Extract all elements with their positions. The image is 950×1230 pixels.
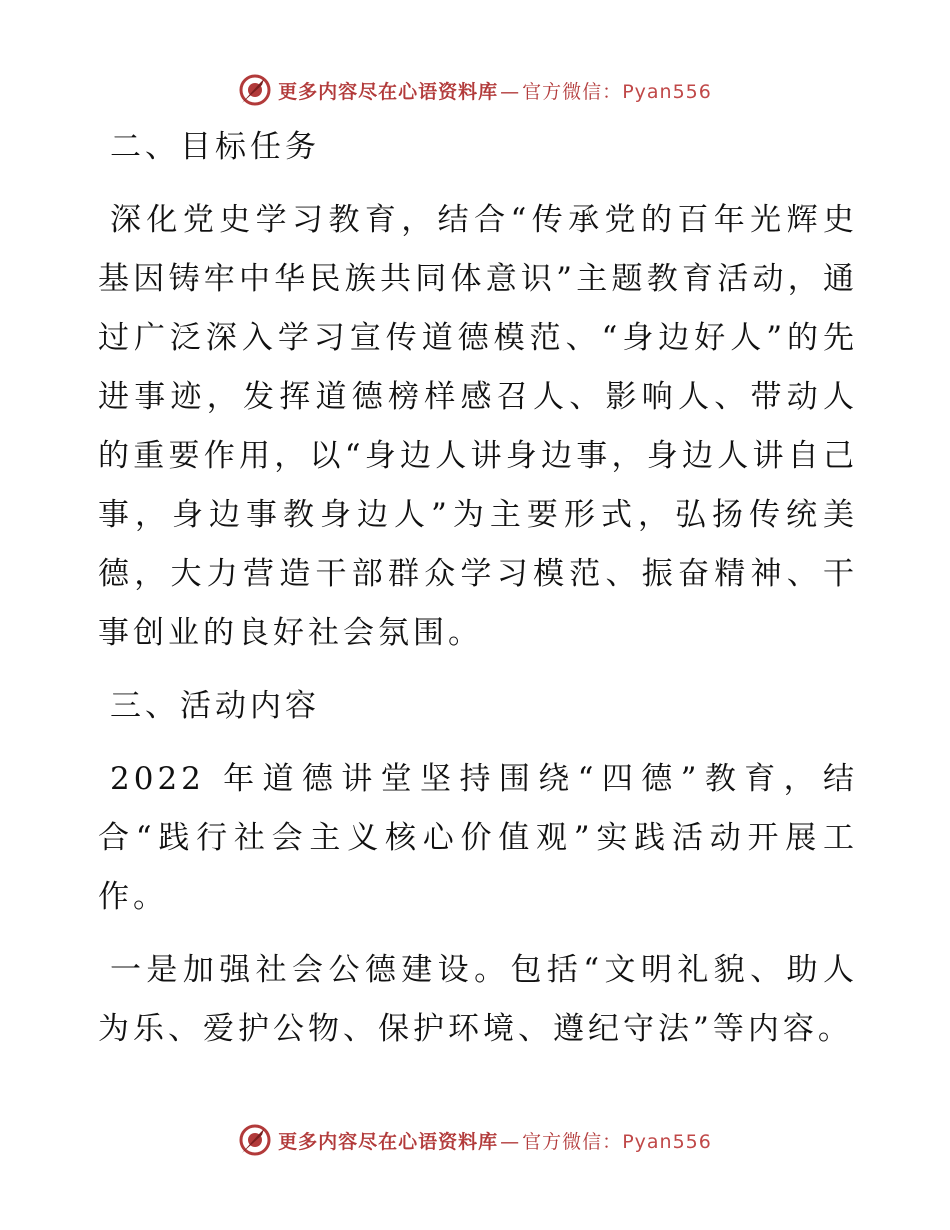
watermark-official: 官方微信： [522, 1130, 623, 1153]
paragraph-activities-intro: 2022 年道德讲堂坚持围绕“四德”教育，结合“践行社会主义核心价值观”实践活动开展工作。 [98, 761, 858, 915]
watermark-official: 官方微信： [522, 80, 623, 103]
watermark-separator: — [500, 80, 521, 103]
paragraph-social-morality: 一是加强社会公德建设。包括“文明礼貌、助人为乐、爱护公物、保护环境、遵纪守法”等内容。 [98, 952, 858, 1047]
document-body [98, 118, 858, 1073]
watermark-text [278, 1127, 712, 1154]
section-heading-activities: 三、活动内容 [110, 688, 320, 724]
watermark-handle: Pyan556 [622, 1130, 712, 1153]
watermark-label: 更多内容尽在心语资料库 [278, 80, 499, 103]
watermark-handle: Pyan556 [622, 80, 712, 103]
watermark-text [278, 77, 712, 104]
watermark-banner-bottom [0, 1120, 950, 1160]
watermark-banner-top [0, 70, 950, 110]
watermark-label: 更多内容尽在心语资料库 [278, 1130, 499, 1153]
watermark-separator: — [500, 1130, 521, 1153]
section-heading-goals: 二、目标任务 [110, 129, 320, 165]
paragraph-goals: 深化党史学习教育，结合“传承党的百年光辉史基因铸牢中华民族共同体意识”主题教育活动，通过广泛深入学习宣传道德模范、“身边好人”的先进事迹，发挥道德榜样感召人、影响人、带动人的重要作用，以“身边人讲身边事，身边人讲自己事，身边事教身边人”为主要形式，弘扬传统美德，大力营造干部群众学习模范、振奋精神、干事创业的良好社会氛围。 [98, 202, 858, 651]
quill-seal-icon [238, 1123, 272, 1157]
quill-seal-icon [238, 73, 272, 107]
